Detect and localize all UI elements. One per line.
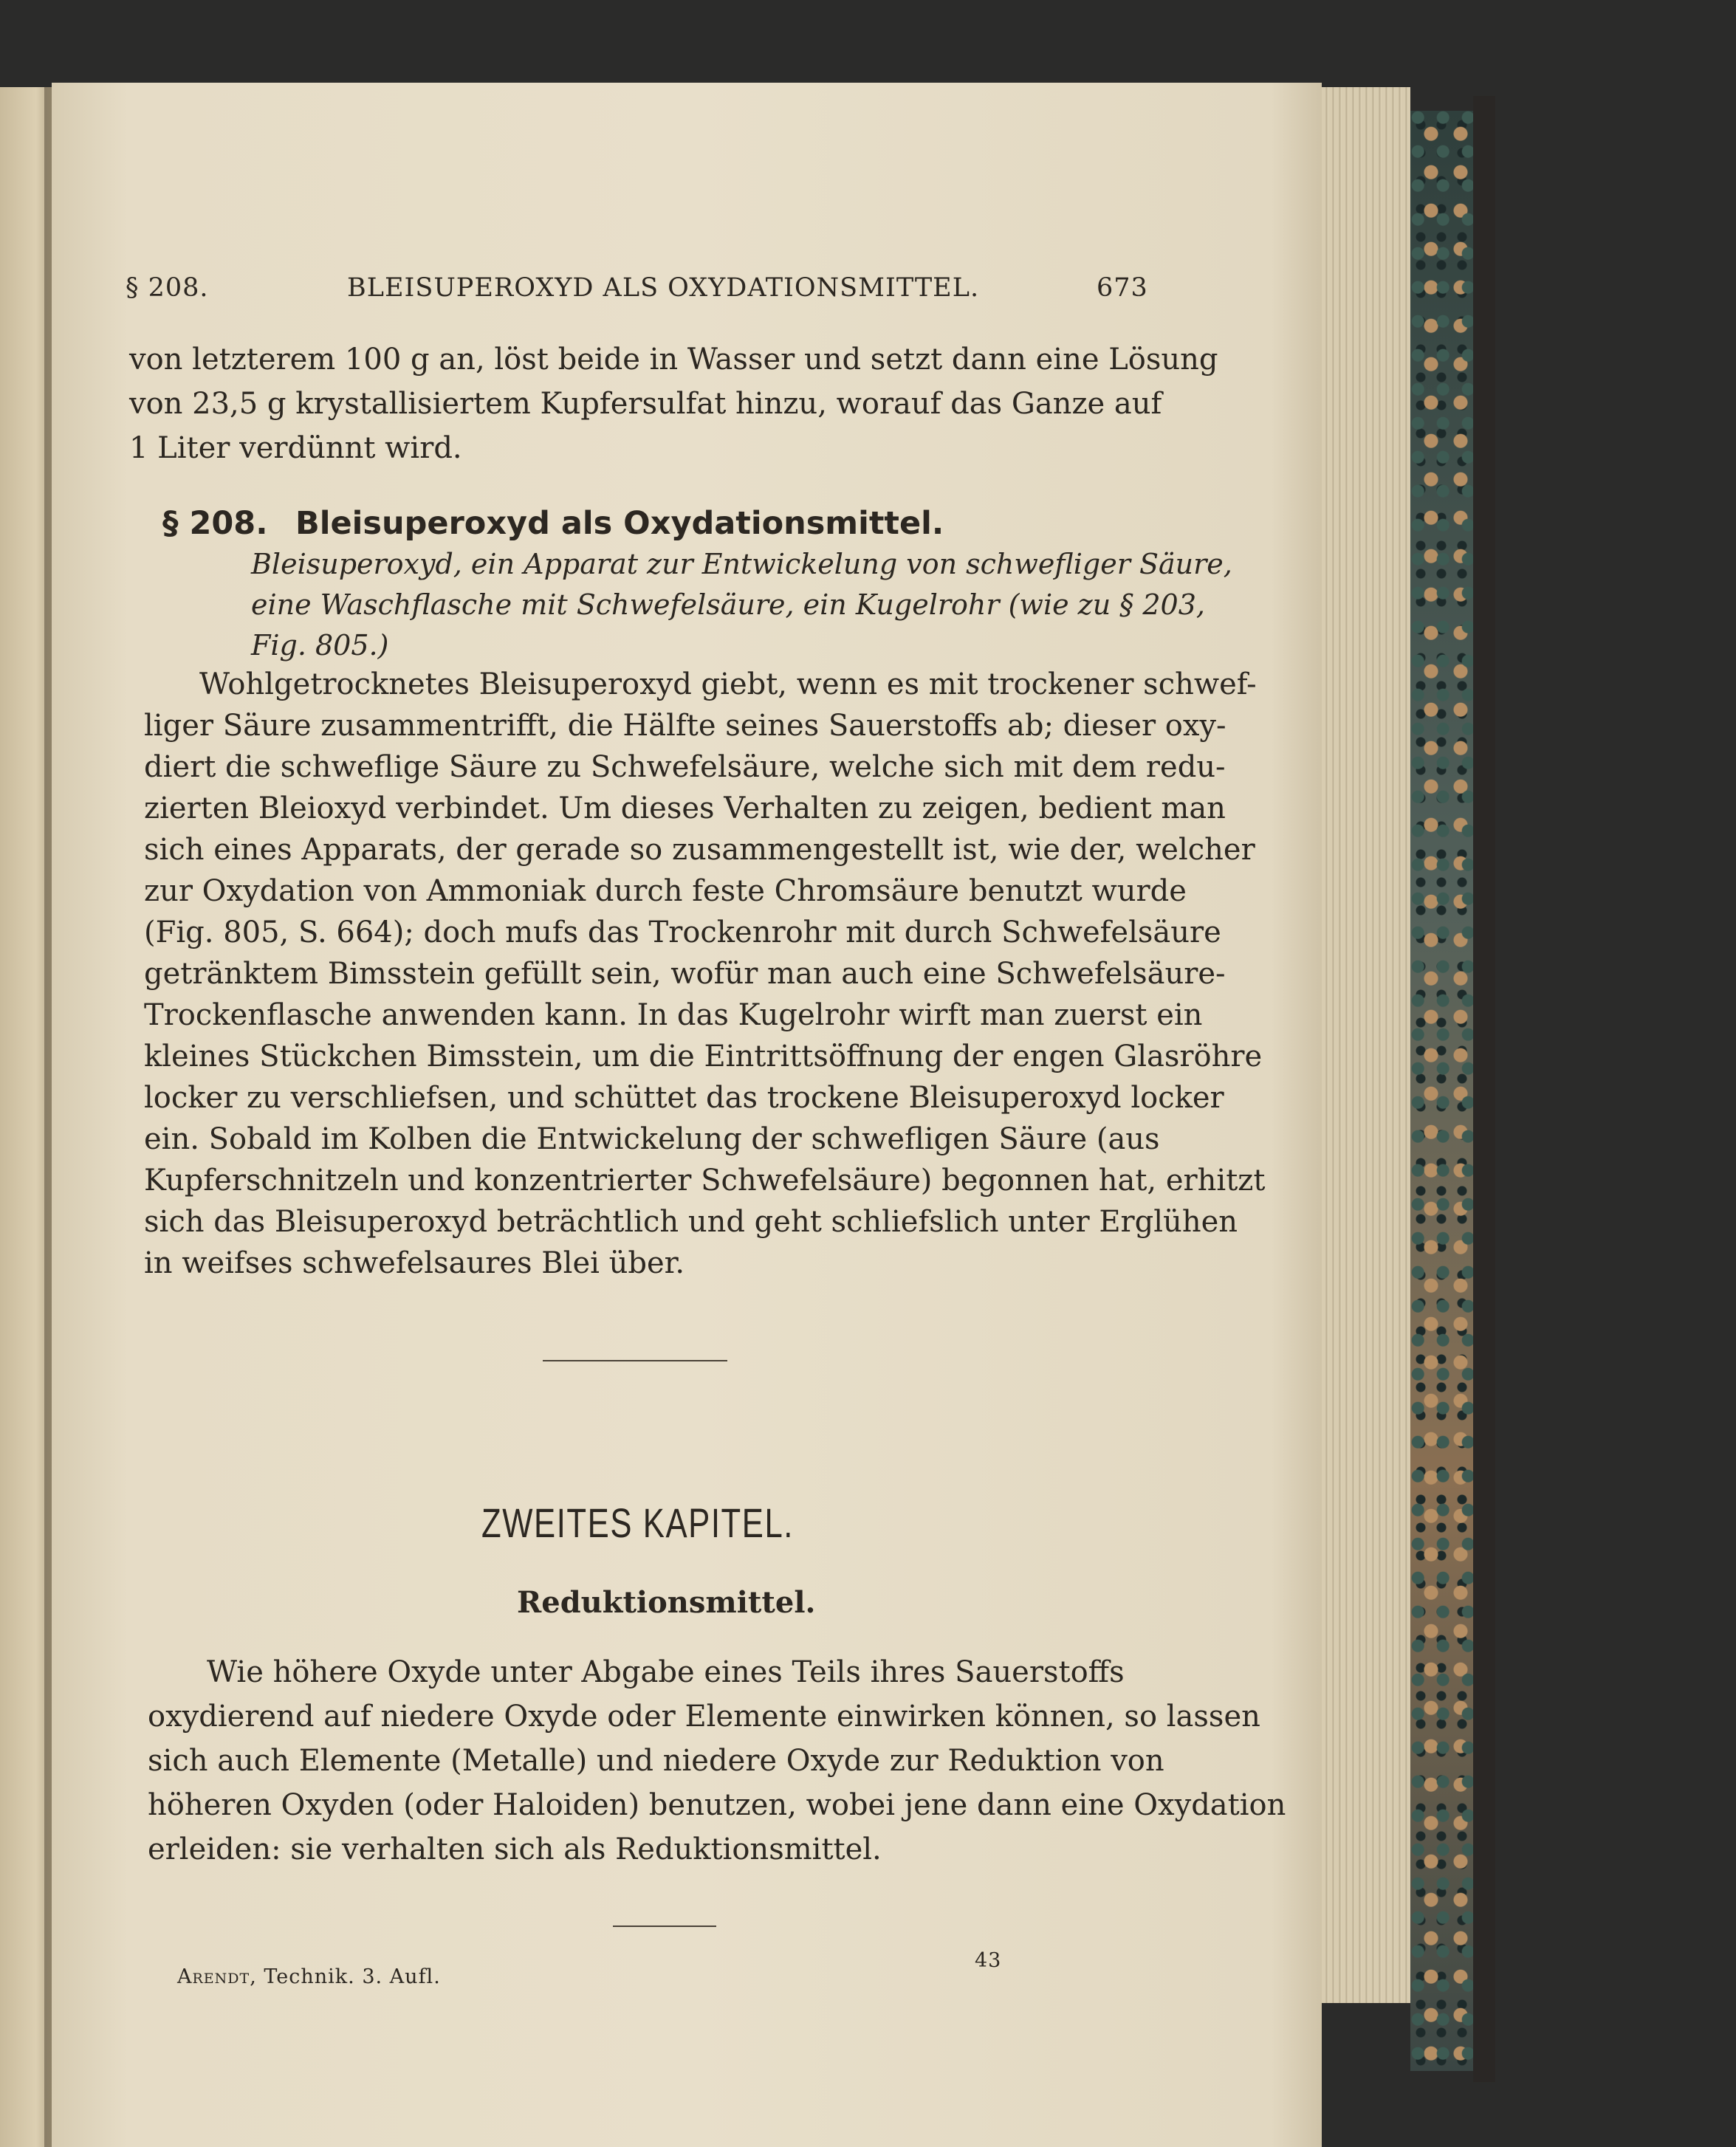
chapter-title: ZWEITES KAPITEL.: [481, 1500, 795, 1546]
book-page: [52, 83, 1322, 2147]
body-line: sich das Bleisuperoxyd beträchtlich und geht schliefslich unter Erglühen: [144, 1205, 1238, 1239]
body-line: Trockenflasche anwenden kann. In das Kugelrohr wirft man zuerst ein: [144, 998, 1203, 1032]
body-line: sich eines Apparats, der gerade so zusammengestellt ist, wie der, welcher: [144, 833, 1255, 867]
header-title: BLEISUPEROXYD ALS OXYDATIONSMITTEL.: [347, 273, 980, 303]
chapter-subtitle: Reduktionsmittel.: [517, 1585, 816, 1620]
cover-edge: [1473, 96, 1495, 2082]
section-rule: [543, 1360, 727, 1361]
section-title: Bleisuperoxyd als Oxydationsmittel.: [295, 505, 944, 542]
body-line: ein. Sobald im Kolben die Entwickelung der schwefligen Säure (aus: [144, 1122, 1160, 1156]
materials-line: Fig. 805.): [251, 629, 389, 662]
body-line: Kupferschnitzeln und konzentrierter Schwefelsäure) begonnen hat, erhitzt: [144, 1164, 1266, 1198]
chapter-body-line: höheren Oxyden (oder Haloiden) benutzen, wobei jene dann eine Oxydation: [148, 1788, 1286, 1822]
section-number: § 208.: [162, 505, 268, 542]
intro-line: 1 Liter verdünnt wird.: [129, 431, 462, 465]
footer-signature: 43: [975, 1949, 1002, 1972]
materials-line: eine Waschflasche mit Schwefelsäure, ein Kugelrohr (wie zu § 203,: [251, 588, 1205, 621]
footer-author: Arendt: [177, 1965, 250, 1988]
footer-citation: [177, 1965, 441, 1988]
materials-line: Bleisuperoxyd, ein Apparat zur Entwickelung von schwefliger Säure,: [251, 548, 1232, 580]
body-line: diert die schweflige Säure zu Schwefelsäure, welche sich mit dem redu-: [144, 750, 1226, 784]
header-section: § 208.: [126, 273, 209, 303]
page-stack: [1322, 87, 1410, 2003]
chapter-body-line: Wie höhere Oxyde unter Abgabe eines Teils ihres Sauerstoffs: [207, 1655, 1125, 1689]
body-line: zur Oxydation von Ammoniak durch feste Chromsäure benutzt wurde: [144, 874, 1187, 908]
chapter-body-line: oxydierend auf niedere Oxyde oder Elemente einwirken können, so lassen: [148, 1700, 1260, 1734]
chapter-body-line: sich auch Elemente (Metalle) und niedere Oxyde zur Reduktion von: [148, 1744, 1164, 1778]
body-line: kleines Stückchen Bimsstein, um die Eintrittsöffnung der engen Glasröhre: [144, 1040, 1263, 1074]
footer-rule: [613, 1926, 716, 1927]
footer-citation-text: , Technik. 3. Aufl.: [250, 1965, 441, 1988]
header-page-number: 673: [1097, 273, 1148, 303]
intro-line: von letzterem 100 g an, löst beide in Wasser und setzt dann eine Lösung: [129, 343, 1218, 377]
marbled-cover: [1410, 111, 1473, 2071]
body-line: zierten Bleioxyd verbindet. Um dieses Verhalten zu zeigen, bedient man: [144, 791, 1226, 825]
body-line: Wohlgetrocknetes Bleisuperoxyd giebt, wenn es mit trockener schwef-: [199, 667, 1257, 701]
intro-line: von 23,5 g krystallisiertem Kupfersulfat hinzu, worauf das Ganze auf: [129, 387, 1162, 421]
body-line: (Fig. 805, S. 664); doch mufs das Trockenrohr mit durch Schwefelsäure: [144, 916, 1221, 949]
body-line: liger Säure zusammentrifft, die Hälfte seines Sauerstoffs ab; dieser oxy-: [144, 709, 1226, 743]
chapter-body-line: erleiden: sie verhalten sich als Reduktionsmittel.: [148, 1832, 882, 1866]
body-line: in weifses schwefelsaures Blei über.: [144, 1246, 685, 1280]
body-line: locker zu verschliefsen, und schüttet das trockene Bleisuperoxyd locker: [144, 1081, 1224, 1115]
body-line: getränktem Bimsstein gefüllt sein, wofür man auch eine Schwefelsäure-: [144, 957, 1226, 991]
